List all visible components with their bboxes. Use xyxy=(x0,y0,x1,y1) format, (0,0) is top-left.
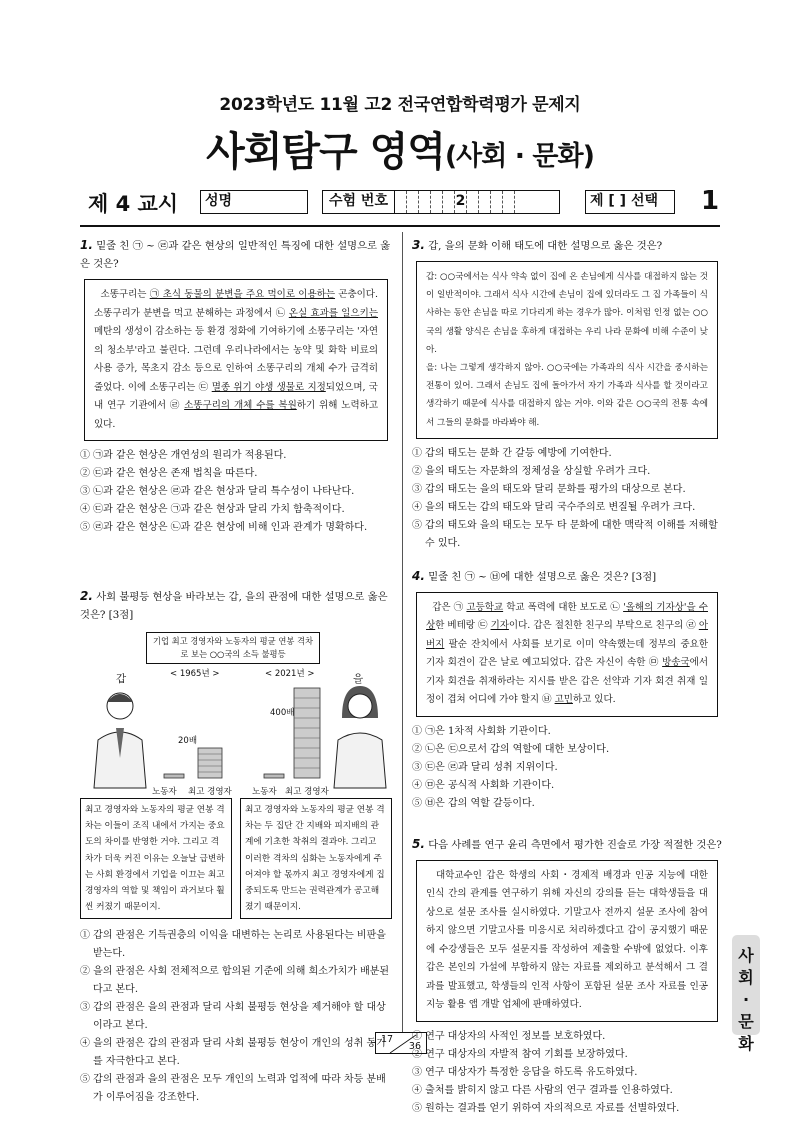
year-label-2021: < 2021년 > xyxy=(265,669,315,679)
underlined-text: 온실 효과를 일으키는 xyxy=(288,307,378,319)
subject-side-tab xyxy=(732,935,760,1053)
dialog-line-b: 을: 나는 그렇게 생각하지 않아. ○○국에는 가족과의 식사 시간을 중시하는 전통이 있어. 그래서 손님도 집에 돌아가서 자기 가족과 식사를 할 것이라고 생각하기 때문에 식사를 대접하지 않는 거야. 이와 같은 ○○국의 전통 속에서 그들의 문화를 바라봐야 해. xyxy=(426,363,708,428)
ceo-label: 최고 경영자 xyxy=(285,787,329,797)
viewpoint-boxes xyxy=(80,798,392,919)
question-4 xyxy=(412,567,722,813)
underlined-text: ㉠ 초식 동물의 분변을 주요 먹이로 이용하는 xyxy=(149,289,336,300)
name-label: 성명 xyxy=(205,193,233,209)
underlined-text: 기자 xyxy=(490,620,509,632)
answer-option[interactable]: ② 연구 대상자의 자발적 참여 기회를 보장하였다. xyxy=(412,1048,628,1060)
question-3 xyxy=(412,236,722,553)
answer-option[interactable]: ③ ㉡과 같은 현상은 ㉣과 같은 현상과 달리 특수성이 나타난다. xyxy=(80,486,355,497)
elective-select-field[interactable] xyxy=(585,190,675,214)
answer-option[interactable]: ④ 출처를 밝히지 않고 다른 사람의 연구 결과를 인용하였다. xyxy=(412,1084,673,1096)
woman-figure-icon xyxy=(334,686,386,788)
year-label-1965: < 1965년 > xyxy=(170,669,220,679)
answer-option[interactable]: ① 갑의 관점은 기득권층의 이익을 대변하는 논리로 사용된다는 비판을 받는다. xyxy=(80,930,386,960)
answer-option[interactable]: ④ ㉤은 공식적 사회화 기관이다. xyxy=(412,779,555,791)
answer-option[interactable]: ⑤ ㉥은 갑의 역할 갈등이다. xyxy=(412,797,535,809)
page-current: 17 xyxy=(381,1034,394,1045)
underlined-text: '올해의 기자상'을 수상 xyxy=(426,601,708,632)
passage-text: 팔순 잔치에서 사회를 보기로 이미 약속했는데 정부의 중요한 기자 회견이 같은 날로 예고되었다. 갑은 자신이 속한 ㉤ xyxy=(426,638,708,669)
question-text: 사회 불평등 현상을 바라보는 갑, 을의 관점에 대한 설명으로 옳은 것은? [3점] xyxy=(80,591,388,621)
underlined-text: 아버지 xyxy=(426,620,708,650)
answer-option[interactable]: ② ㉢과 같은 현상은 존재 법칙을 따른다. xyxy=(80,468,258,479)
question-stem xyxy=(412,835,722,854)
question-5 xyxy=(412,835,722,1118)
ratio-label-1965: 20배 xyxy=(178,736,198,746)
question-stem xyxy=(412,236,722,255)
subject-title-sub: (사회 · 문화) xyxy=(444,141,594,172)
answer-option[interactable]: ⑤ 갑의 태도와 을의 태도는 모두 타 문화에 대한 맥락적 이해를 저해할 수 있다. xyxy=(412,519,718,549)
question-stem xyxy=(80,236,392,273)
right-column xyxy=(412,236,722,1118)
answer-option[interactable]: ⑤ 원하는 결과를 얻기 위하여 자의적으로 자료를 선별하였다. xyxy=(412,1102,680,1114)
man-figure-icon xyxy=(94,693,146,788)
income-gap-figure xyxy=(80,628,392,798)
answer-option[interactable]: ⑤ ㉣과 같은 현상은 ㉡과 같은 현상에 비해 인과 관계가 명확하다. xyxy=(80,522,368,533)
session-label: 제 4 교시 xyxy=(88,192,179,216)
underlined-text: 소똥구리의 개체 수를 복원 xyxy=(184,400,297,411)
number-cell xyxy=(443,191,455,213)
side-tab-char: 사 xyxy=(738,946,754,965)
answer-option[interactable]: ⑤ 갑의 관점과 을의 관점은 모두 개인의 노력과 업적에 따라 차등 분배가 이루어짐을 강조한다. xyxy=(80,1074,386,1104)
number-cell xyxy=(467,191,479,213)
passage-text: 되었으며, 국내 연구 기관에서 ㉣ xyxy=(94,381,378,411)
coin-stack-2021 xyxy=(264,688,320,778)
question-text: 밑줄 친 ㉠ ~ ㉣과 같은 현상의 일반적인 특징에 대한 설명으로 옳은 것은? xyxy=(80,240,391,270)
passage-text: 하기 위해 노력하고 있다. xyxy=(94,400,378,430)
answer-options xyxy=(80,927,392,1107)
subject-title xyxy=(0,120,800,177)
elective-label: 제 [ ] 선택 xyxy=(590,193,658,209)
number-cell-digit: 2 xyxy=(455,191,467,213)
answer-option[interactable]: ③ 갑의 관점은 을의 관점과 달리 사회 불평등 현상을 제거해야 할 대상이라고 본다. xyxy=(80,1002,386,1032)
figure-illustration xyxy=(80,628,392,798)
question-text: 갑, 을의 문화 이해 태도에 대한 설명으로 옳은 것은? xyxy=(428,240,663,252)
underlined-text: 고등학교 xyxy=(466,601,504,613)
answer-option[interactable]: ① 연구 대상자의 사적인 정보를 보호하였다. xyxy=(412,1030,606,1042)
speaker-b-label: 을 xyxy=(353,673,364,685)
question-1 xyxy=(80,236,392,537)
worker-label: 노동자 xyxy=(252,787,277,797)
side-tab-char: 화 xyxy=(738,1034,754,1053)
question-text: 밑줄 친 ㉠ ~ ㉥에 대한 설명으로 옳은 것은? [3점] xyxy=(428,570,657,583)
question-number: 3. xyxy=(412,238,425,252)
ceo-label: 최고 경영자 xyxy=(188,787,232,797)
speaker-a-label: 갑 xyxy=(116,673,127,685)
name-field[interactable] xyxy=(200,190,308,214)
passage-text: 학교 폭력에 대한 보도로 ㉡ xyxy=(503,601,624,613)
passage-text: 메탄의 생성이 감소하는 등 환경 정화에 기여하기에 소똥구리는 '자연의 청소부'라고 불린다. 그런데 우리나라에서는 농약 및 화학 비료의 사용 증가, 목초지 감소 등으로 인하여 소똥구리의 개체 수가 급격히 줄었다. 이에 소똥구리는 ㉢ xyxy=(94,326,378,393)
answer-option[interactable]: ② ㉡은 ㉢으로서 갑의 역할에 대한 보상이다. xyxy=(412,743,610,755)
question-number: 5. xyxy=(412,836,425,851)
coin-stack-1965 xyxy=(164,748,222,778)
question-2 xyxy=(80,587,392,1107)
answer-option[interactable]: ② 을의 관점은 사회 전체적으로 합의된 기준에 의해 희소가치가 배분된다고 본다. xyxy=(80,966,390,996)
answer-option[interactable]: ③ 갑의 태도는 을의 태도와 달리 문화를 평가의 대상으로 본다. xyxy=(412,483,686,495)
answer-options xyxy=(412,723,722,813)
page-badge: 1 xyxy=(701,186,720,216)
answer-option[interactable]: ① ㉠과 같은 현상은 개연성의 원리가 적용된다. xyxy=(80,450,287,461)
answer-option[interactable]: ④ 을의 태도는 갑의 태도와 달리 국수주의로 변질될 우려가 크다. xyxy=(412,501,696,513)
question-number: 4. xyxy=(412,568,425,583)
exam-header: 2023학년도 11월 고2 전국연합학력평가 문제지 xyxy=(219,95,581,115)
answer-option[interactable]: ① ㉠은 1차적 사회화 기관이다. xyxy=(412,725,551,737)
header-rule xyxy=(80,225,720,227)
page-total: 36 xyxy=(408,1041,421,1052)
question-stem xyxy=(80,587,392,624)
answer-option[interactable]: ③ 연구 대상자가 특정한 응답을 하도록 유도하였다. xyxy=(412,1066,638,1078)
exam-number-field[interactable] xyxy=(322,190,560,214)
number-cell xyxy=(431,191,443,213)
figure-title: 기업 최고 경영자와 노동자의 평균 연봉 격차로 보는 ○○국의 소득 불평등 xyxy=(146,632,320,664)
answer-options xyxy=(412,1028,722,1118)
worker-label: 노동자 xyxy=(152,787,177,797)
passage-text: 이다. 갑은 절친한 친구의 부탁으로 친구의 ㉣ xyxy=(508,620,699,632)
question-stem xyxy=(412,567,722,586)
answer-option[interactable]: ④ ㉢과 같은 현상은 ㉠과 같은 현상과 달리 가치 함축적이다. xyxy=(80,504,345,515)
side-tab-char: 문 xyxy=(738,1012,754,1031)
answer-options xyxy=(412,445,722,553)
underlined-text: 멸종 위기 야생 생물로 지정 xyxy=(211,381,326,393)
passage-text: 한 베테랑 ㉢ xyxy=(435,620,491,632)
passage-box xyxy=(416,860,718,1022)
view-a-box: 최고 경영자와 노동자의 평균 연봉 격차는 이들이 조직 내에서 가지는 중요도의 차이를 반영한 거야. 그리고 격차가 더욱 커진 이유는 오늘날 급변하는 사회 환경에서 기업을 이끄는 최고 경영자의 역할 및 책임이 과거보다 훨씬 커졌기 때문이지. xyxy=(80,798,232,919)
passage-text: 에서 기자 회견을 취재하라는 지시를 받은 갑은 선약과 기자 회견 취재 일정이 겹쳐 어디에 가야 할지 ㉥ xyxy=(426,657,708,706)
dialog-line-a: 갑: ○○국에서는 식사 약속 없이 집에 온 손님에게 식사를 대접하지 않는 것이 일반적이야. 그래서 식사 시간에 손님이 집에 있더라도 그 집 가족들이 식사하는 동안 손님을 따로 기다리게 하는 경우가 많아. 이처럼 인정 없는 ○○국의 생활 양식은 손님을 후하게 대접하는 우리 나라 문화에 비해 수준이 낮아. xyxy=(426,272,708,355)
side-tab-char: · xyxy=(742,990,750,1009)
passage-text: 소똥구리는 xyxy=(100,289,150,300)
answer-option[interactable]: ③ ㉢은 ㉣과 달리 성취 지위이다. xyxy=(412,761,558,773)
number-cell xyxy=(419,191,431,213)
passage-box xyxy=(416,592,718,717)
exam-number-label: 수험 번호 xyxy=(323,191,395,213)
question-number: 2. xyxy=(80,589,93,603)
left-column xyxy=(80,236,392,1107)
ratio-label-2021: 400배 xyxy=(270,708,295,718)
underlined-text: 고민 xyxy=(554,694,573,706)
underlined-text: 방송국 xyxy=(662,657,690,669)
passage-text: 대학교수인 갑은 학생의 사회・경제적 배경과 인공 지능에 대한 인식 간의 관계를 연구하기 위해 자신의 강의를 듣는 대학생들을 대상으로 설문 조사를 실시하였다. 기말고사 전까지 설문 조사에 참여하지 않으면 기말고사를 미응시로 처리하겠다고 갑이 공지했기 때문에 수강생들은 모두 설문지를 작성하여 제출할 수밖에 없었다. 이후 갑은 본인의 가설에 부합하지 않는 자료를 제외하고 분석해서 그 결과를 발표했고, 학생들의 인적 사항이 포함된 설문 조사 자료를 인공 지능 활용 앱 개발 업체에 판매하였다. xyxy=(426,869,708,1011)
subject-title-main: 사회탐구 영역 xyxy=(206,129,445,175)
number-cell xyxy=(407,191,419,213)
exam-info-bar xyxy=(88,188,728,218)
question-number: 1. xyxy=(80,238,93,252)
view-b-box: 최고 경영자와 노동자의 평균 연봉 격차는 두 집단 간 지배와 피지배의 관계에 기초한 착취의 결과야. 그리고 이러한 격차의 심화는 노동자에게 주어져야 할 몫까지 최고 경영자에게 집중되도록 만드는 권력관계가 공고해졌기 때문이지. xyxy=(240,798,392,919)
number-cell xyxy=(503,191,515,213)
passage-text: 갑은 ㉠ xyxy=(432,601,467,613)
answer-options xyxy=(80,447,392,537)
answer-option[interactable]: ② 을의 태도는 자문화의 정체성을 상실할 우려가 크다. xyxy=(412,465,651,477)
page-number-box xyxy=(375,1032,427,1054)
number-cell xyxy=(491,191,503,213)
answer-option[interactable]: ④ 을의 관점은 갑의 관점과 달리 사회 불평등 현상이 개인의 성취 동기를 자극한다고 본다. xyxy=(80,1038,386,1068)
passage-text: 곤충이다. 소똥구리가 분변을 먹고 분해하는 과정에서 ㉡ xyxy=(94,289,379,319)
passage-box xyxy=(84,279,388,441)
column-divider xyxy=(402,232,403,1032)
answer-option[interactable]: ① 갑의 태도는 문화 간 갈등 예방에 기여한다. xyxy=(412,447,612,459)
side-tab-char: 회 xyxy=(738,968,754,987)
question-text: 다음 사례를 연구 윤리 측면에서 평가한 진술로 가장 적절한 것은? xyxy=(428,838,722,851)
passage-text: 하고 있다. xyxy=(572,694,616,706)
number-cell xyxy=(395,191,407,213)
number-cell xyxy=(479,191,491,213)
dialog-box xyxy=(416,261,718,439)
